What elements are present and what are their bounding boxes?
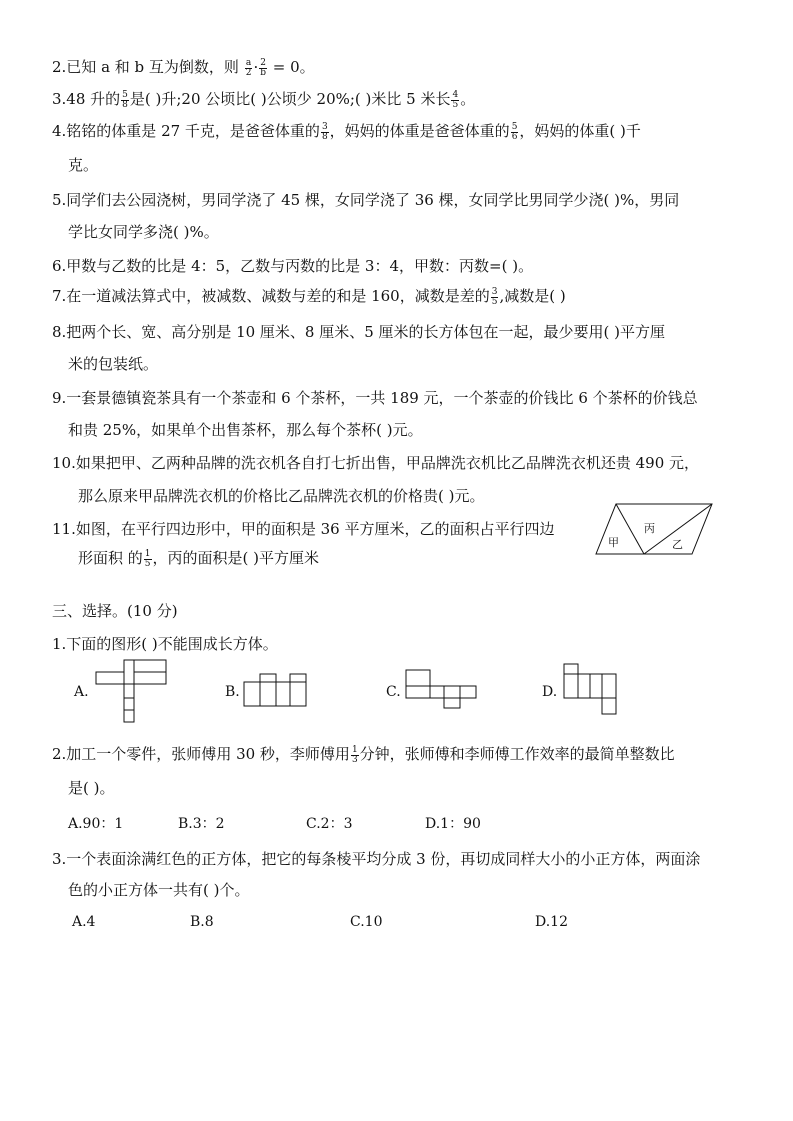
question-3: 3.48 升的 $\frac{5}{8}$ 是( )升;20 公顷比( )公顷少 20%;( )米比 5 米长 $\frac{4}{5}$ 。 bbox=[52, 89, 476, 110]
question-9-cont: 和贵 25%，如果单个出售茶杯，那么每个茶杯( )元。 bbox=[68, 421, 423, 439]
question-8-cont: 米的包装纸。 bbox=[68, 355, 159, 373]
net-b bbox=[244, 670, 308, 710]
choice-question-3-cont: 色的小正方体一共有( )个。 bbox=[68, 881, 250, 899]
option-c: C.2：3 bbox=[306, 816, 353, 832]
fraction: $\frac{5}{6}$ bbox=[511, 121, 518, 142]
fraction: $\frac{4}{5}$ bbox=[452, 89, 459, 110]
net-d bbox=[562, 662, 622, 718]
fraction: $\frac{1}{3}$ bbox=[351, 744, 358, 765]
question-4: 4.铭铭的体重是 27 千克，是爸爸体重的 $\frac{3}{8}$ ，妈妈的体重是爸爸体重的 $\frac{5}{6}$ ，妈妈的体重( )千 bbox=[52, 121, 641, 142]
question-8: 8.把两个长、宽、高分别是 10 厘米、8 厘米、5 厘米的长方体包在一起，最少要用( )平方厘 bbox=[52, 323, 666, 341]
parallelogram-figure bbox=[596, 502, 716, 558]
option-b: B.3：2 bbox=[178, 816, 225, 832]
fraction: $\frac{3}{5}$ bbox=[491, 286, 498, 307]
fraction: $\frac{5}{8}$ bbox=[122, 89, 128, 110]
label-bing: 丙 bbox=[644, 522, 655, 535]
question-9: 9.一套景德镇瓷茶具有一个茶壶和 6 个茶杯，一共 189 元，一个茶壶的价钱比 6 个茶杯的价钱总 bbox=[52, 389, 698, 407]
section-3-title: 三、选择。(10 分) bbox=[52, 602, 178, 620]
option-b-label: B. bbox=[225, 684, 240, 700]
option-c-label: C. bbox=[386, 684, 401, 700]
question-4-cont: 克。 bbox=[68, 156, 99, 174]
choice-question-1: 1.下面的图形( )不能围成长方体。 bbox=[52, 635, 278, 653]
option-b: B.8 bbox=[190, 914, 214, 930]
choice-question-2: 2.加工一个零件，张师傅用 30 秒，李师傅用 $\frac{1}{3}$ 分钟，张师傅和李师傅工作效率的最简单整数比 bbox=[52, 744, 675, 765]
option-a-label: A. bbox=[74, 684, 89, 700]
fraction: $\frac{2}{b}$ bbox=[260, 57, 266, 78]
option-a: A.4 bbox=[72, 914, 96, 930]
choice-question-3: 3.一个表面涂满红色的正方体，把它的每条棱平均分成 3 份，再切成同样大小的小正方体，两面涂 bbox=[52, 850, 701, 868]
question-2: 2.已知 a 和 b 互为倒数，则 $\frac{a}{2}$ · $\frac{2}{b}$ = 0。 bbox=[52, 57, 315, 78]
question-11: 11.如图，在平行四边形中，甲的面积是 36 平方厘米，乙的面积占平行四边 bbox=[52, 520, 555, 538]
question-10-cont: 那么原来甲品牌洗衣机的价格比乙品牌洗衣机的价格贵( )元。 bbox=[78, 487, 485, 505]
fraction: $\frac{3}{8}$ bbox=[321, 121, 328, 142]
question-6: 6.甲数与乙数的比是 4：5，乙数与丙数的比是 3：4，甲数：丙数=( )。 bbox=[52, 257, 534, 275]
question-7: 7.在一道减法算式中，被减数、减数与差的和是 160，减数是差的 $\frac{3}{5}$ ,减数是( ) bbox=[52, 286, 566, 307]
option-a: A.90：1 bbox=[68, 816, 124, 832]
question-10: 10.如果把甲、乙两种品牌的洗衣机各自打七折出售，甲品牌洗衣机比乙品牌洗衣机还贵 490 元， bbox=[52, 454, 700, 472]
fraction: $\frac{a}{2}$ bbox=[245, 57, 252, 78]
question-5: 5.同学们去公园浇树，男同学浇了 45 棵，女同学浇了 36 棵，女同学比男同学少浇( )%，男同 bbox=[52, 191, 680, 209]
option-c: C.10 bbox=[350, 914, 383, 930]
label-jia: 甲 bbox=[608, 536, 619, 549]
label-yi: 乙 bbox=[672, 538, 683, 551]
fraction: $\frac{1}{5}$ bbox=[144, 548, 151, 569]
choice-question-2-cont: 是( )。 bbox=[68, 779, 115, 797]
option-d: D.1：90 bbox=[425, 816, 481, 832]
option-d: D.12 bbox=[535, 914, 568, 930]
q2-text: 2.已知 a 和 b 互为倒数，则 bbox=[52, 58, 239, 76]
option-d-label: D. bbox=[542, 684, 558, 700]
net-c bbox=[404, 668, 480, 710]
divider-line bbox=[616, 504, 644, 554]
question-5-cont: 学比女同学多浇( )%。 bbox=[68, 223, 219, 241]
net-a bbox=[96, 656, 168, 726]
question-11-cont: 形面积 的 $\frac{1}{5}$ ，丙的面积是( )平方厘米 bbox=[78, 548, 319, 569]
